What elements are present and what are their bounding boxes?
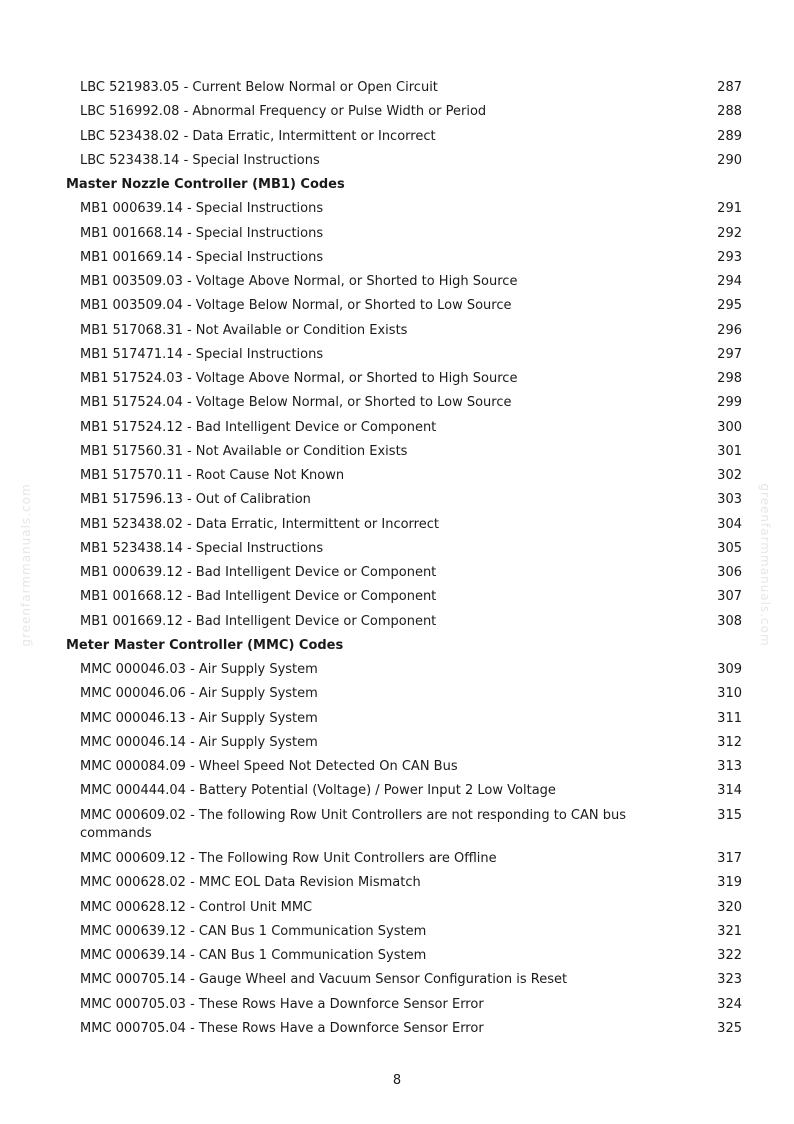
toc-entry[interactable]: [0, 464, 794, 488]
toc-entry-title: MB1 523438.02 - Data Erratic, Intermittent or Incorrect: [80, 516, 439, 532]
toc-entry-title: MMC 000046.06 - Air Supply System: [80, 686, 318, 702]
toc-entry-page-number: 289: [717, 128, 742, 144]
toc-entry-title: MB1 517471.14 - Special Instructions: [80, 346, 324, 362]
toc-entry-page-number: 325: [717, 1020, 742, 1036]
toc-entry[interactable]: [0, 731, 794, 755]
toc-entry-page-number: 301: [717, 443, 742, 459]
toc-entry[interactable]: [0, 658, 794, 682]
toc-entry-page-number: 303: [717, 492, 742, 508]
toc-entry-title: MB1 003509.03 - Voltage Above Normal, or Shorted to High Source: [80, 274, 518, 289]
toc-entry-title: LBC 523438.02 - Data Erratic, Intermittent or Incorrect: [80, 128, 436, 144]
toc-entry-title: MB1 517560.31 - Not Available or Condition Exists: [80, 443, 408, 459]
toc-entry[interactable]: [0, 779, 794, 803]
toc-entry-page-number: 287: [717, 80, 742, 95]
toc-entry[interactable]: [0, 416, 794, 440]
toc-entry[interactable]: [0, 537, 794, 561]
toc-entry-page-number: 304: [717, 516, 742, 532]
toc-entry[interactable]: [0, 993, 794, 1017]
toc-entry-page-number: 323: [717, 972, 742, 988]
toc-entry[interactable]: [0, 100, 794, 124]
toc-entry[interactable]: [0, 367, 794, 391]
toc-entry[interactable]: [0, 391, 794, 415]
table-of-contents: [0, 76, 794, 1041]
toc-entry-title: MMC 000444.04 - Battery Potential (Voltage) / Power Input 2 Low Voltage: [80, 783, 556, 799]
section-title: Meter Master Controller (MMC) Codes: [66, 637, 344, 653]
toc-entry[interactable]: [0, 294, 794, 318]
toc-entry-title: LBC 516992.08 - Abnormal Frequency or Pulse Width or Period: [80, 104, 487, 120]
toc-entry-page-number: 291: [717, 201, 742, 217]
toc-entry-title: MMC 000705.14 - Gauge Wheel and Vacuum Sensor Configuration is Reset: [80, 972, 568, 988]
toc-entry-title: MMC 000046.13 - Air Supply System: [80, 710, 318, 726]
toc-entry-title: MB1 523438.14 - Special Instructions: [80, 540, 324, 556]
toc-entry-page-number: 320: [717, 899, 742, 915]
toc-entry-title: MMC 000705.03 - These Rows Have a Downforce Sensor Error: [80, 996, 484, 1012]
toc-entry-title: MMC 000609.12 - The Following Row Unit Controllers are Offline: [80, 851, 497, 866]
toc-entry-page-number: 298: [717, 371, 742, 386]
toc-entry-page-number: 322: [717, 948, 742, 963]
toc-entry-title: MMC 000639.12 - CAN Bus 1 Communication System: [80, 923, 427, 939]
toc-entry[interactable]: [0, 149, 794, 173]
toc-entry-page-number: 290: [717, 152, 742, 168]
toc-entry-page-number: 313: [717, 759, 742, 774]
toc-entry[interactable]: [0, 707, 794, 731]
toc-entry-page-number: 305: [717, 540, 742, 556]
toc-entry-title: MMC 000084.09 - Wheel Speed Not Detected On CAN Bus: [80, 759, 458, 774]
toc-entry[interactable]: [0, 755, 794, 779]
toc-entry[interactable]: [0, 610, 794, 634]
toc-entry-title: MB1 517570.11 - Root Cause Not Known: [80, 468, 345, 483]
toc-entry-page-number: 288: [717, 104, 742, 120]
toc-entry-page-number: 319: [717, 875, 742, 891]
toc-entry-page-number: 293: [717, 249, 742, 265]
toc-entry[interactable]: [0, 920, 794, 944]
toc-entry[interactable]: [0, 968, 794, 992]
toc-entry-title: MB1 000639.12 - Bad Intelligent Device or Component: [80, 565, 437, 580]
toc-entry[interactable]: [0, 513, 794, 537]
toc-entry-page-number: 309: [717, 662, 742, 677]
watermark-left: greenfarmmanuals.com: [19, 483, 33, 647]
toc-entry-title: MB1 001669.12 - Bad Intelligent Device or Component: [80, 613, 437, 629]
toc-entry[interactable]: [0, 561, 794, 585]
toc-entry-page-number: 311: [717, 710, 742, 726]
toc-entry-title: MMC 000639.14 - CAN Bus 1 Communication System: [80, 948, 427, 963]
toc-entry[interactable]: [0, 585, 794, 609]
toc-entry-page-number: 299: [717, 395, 742, 411]
toc-entry[interactable]: [0, 246, 794, 270]
toc-entry-page-number: 296: [717, 322, 742, 338]
toc-entry-page-number: 294: [717, 274, 742, 289]
toc-entry[interactable]: [0, 682, 794, 706]
toc-entry-page-number: 315: [717, 807, 742, 823]
toc-entry-page-number: 308: [717, 613, 742, 629]
toc-entry-page-number: 314: [717, 783, 742, 799]
watermark-right: greenfarmmanuals.com: [758, 483, 772, 647]
toc-entry[interactable]: [0, 1017, 794, 1041]
toc-entry[interactable]: [0, 944, 794, 968]
toc-entry-page-number: 321: [717, 923, 742, 939]
toc-entry[interactable]: [0, 270, 794, 294]
toc-entry[interactable]: [0, 76, 794, 100]
toc-entry-page-number: 292: [717, 225, 742, 241]
toc-section-heading: [0, 173, 794, 197]
toc-entry-page-number: 307: [717, 589, 742, 605]
toc-entry-page-number: 302: [717, 468, 742, 483]
toc-entry-page-number: 324: [717, 996, 742, 1012]
toc-entry[interactable]: [0, 896, 794, 920]
toc-entry-title: MMC 000628.02 - MMC EOL Data Revision Mismatch: [80, 875, 421, 891]
toc-entry[interactable]: [0, 488, 794, 512]
toc-entry[interactable]: [0, 222, 794, 246]
toc-entry-title: MMC 000609.02 - The following Row Unit Controllers are not responding to CAN bus commands: [80, 807, 627, 841]
toc-entry-page-number: 295: [717, 298, 742, 314]
toc-entry-title: MB1 001668.14 - Special Instructions: [80, 225, 324, 241]
toc-entry-page-number: 297: [717, 346, 742, 362]
toc-entry-page-number: 312: [717, 734, 742, 750]
toc-entry-title: MB1 517524.03 - Voltage Above Normal, or Shorted to High Source: [80, 371, 518, 386]
toc-entry-title: MB1 000639.14 - Special Instructions: [80, 201, 324, 217]
toc-entry[interactable]: [0, 343, 794, 367]
toc-entry-title: MB1 517524.12 - Bad Intelligent Device or Component: [80, 419, 437, 435]
toc-entry[interactable]: [0, 804, 794, 848]
toc-entry-title: MB1 517596.13 - Out of Calibration: [80, 492, 311, 508]
toc-section-heading: [0, 634, 794, 658]
toc-entry-title: MB1 001669.14 - Special Instructions: [80, 249, 324, 265]
toc-entry[interactable]: [0, 125, 794, 149]
page-number: 8: [392, 1073, 402, 1088]
toc-entry-title: MB1 003509.04 - Voltage Below Normal, or Shorted to Low Source: [80, 298, 512, 314]
toc-entry[interactable]: [0, 871, 794, 895]
toc-entry-title: LBC 521983.05 - Current Below Normal or Open Circuit: [80, 80, 438, 95]
toc-entry-title: MMC 000628.12 - Control Unit MMC: [80, 899, 313, 915]
toc-entry[interactable]: [0, 440, 794, 464]
toc-entry[interactable]: [0, 197, 794, 221]
toc-entry-page-number: 317: [717, 851, 742, 866]
toc-entry-title: LBC 523438.14 - Special Instructions: [80, 152, 320, 168]
toc-entry[interactable]: [0, 847, 794, 871]
toc-entry-title: MMC 000705.04 - These Rows Have a Downforce Sensor Error: [80, 1020, 484, 1036]
section-title: Master Nozzle Controller (MB1) Codes: [66, 177, 345, 192]
toc-entry-page-number: 310: [717, 686, 742, 702]
toc-entry-title: MMC 000046.14 - Air Supply System: [80, 734, 318, 750]
toc-entry-page-number: 300: [717, 419, 742, 435]
toc-entry-title: MB1 001668.12 - Bad Intelligent Device or Component: [80, 589, 437, 605]
toc-entry-page-number: 306: [717, 565, 742, 580]
toc-entry-title: MB1 517524.04 - Voltage Below Normal, or Shorted to Low Source: [80, 395, 512, 411]
toc-entry-title: MB1 517068.31 - Not Available or Condition Exists: [80, 322, 408, 338]
toc-entry[interactable]: [0, 319, 794, 343]
toc-entry-title: MMC 000046.03 - Air Supply System: [80, 662, 318, 677]
